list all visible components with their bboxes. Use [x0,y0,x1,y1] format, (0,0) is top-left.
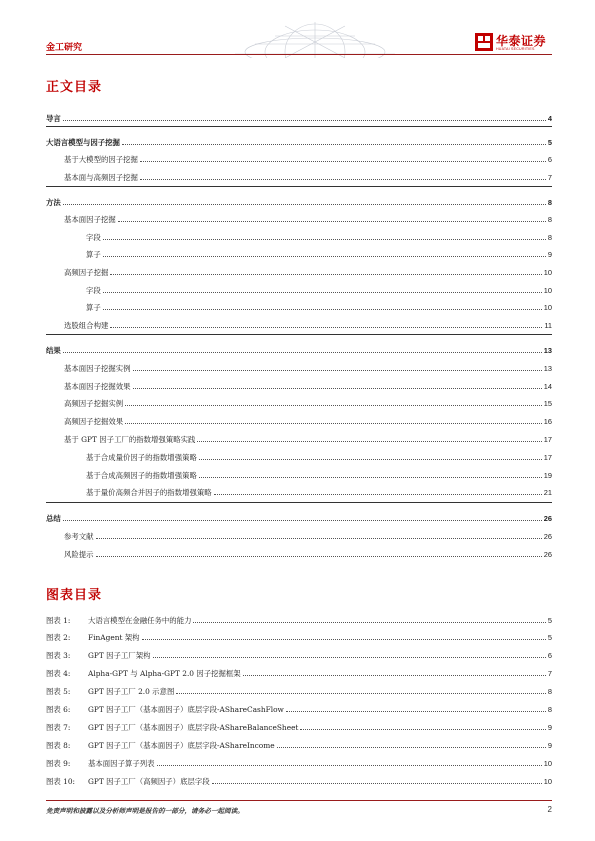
toc-entry[interactable] [46,342,552,355]
leader-dots [199,477,542,478]
figure-label: 图表 6: [46,705,71,714]
toc-entry[interactable] [64,151,552,164]
toc-entry-page: 21 [543,488,552,497]
figure-entry[interactable] [46,773,552,786]
figure-page: 9 [547,723,552,732]
figure-entry[interactable] [46,719,552,732]
toc-entry-text: 高频因子挖掘效果 [64,417,124,426]
leader-dots [243,675,546,676]
figure-page: 5 [547,633,552,642]
toc-entry-page: 15 [543,399,552,408]
toc-entry-text: 参考文献 [64,532,94,541]
figures-title: 图表目录 [46,588,103,603]
footer-rule [46,800,552,801]
figure-label: 图表 3: [46,651,71,660]
toc-entry-text: 基于合成高频因子的指数增强策略 [86,471,197,480]
leader-dots [300,729,545,730]
footer-disclaimer: 免责声明和披露以及分析师声明是报告的一部分，请务必一起阅读。 [46,807,244,815]
toc-entry-text: 算子 [86,250,101,259]
toc-entry-text: 大语言模型与因子挖掘 [46,138,120,147]
leader-dots [63,520,542,521]
toc-entry[interactable] [46,134,552,147]
toc-entry-page: 8 [547,233,552,242]
figure-page: 10 [543,759,552,768]
leader-dots [110,274,541,275]
toc-entry-page: 16 [543,417,552,426]
figure-entry[interactable] [46,629,552,642]
figure-entry[interactable] [46,701,552,714]
toc-entry-page: 6 [547,155,552,164]
leader-dots [133,388,542,389]
figure-label: 图表 8: [46,741,71,750]
toc-entry-page: 26 [543,514,552,523]
leader-dots [286,711,546,712]
leader-dots [199,459,542,460]
toc-entry-page: 9 [547,250,552,259]
toc-entry-text: 基于 GPT 因子工厂的指数增强策略实践 [64,435,196,444]
figure-text: GPT 因子工厂（基本面因子）底层字段-AShareCashFlow [88,705,284,714]
toc-title: 正文目录 [46,80,103,95]
leader-dots [157,765,542,766]
toc-entry-text: 选股组合构建 [64,321,109,330]
header-decoration-graphic [225,18,405,58]
department-label: 金工研究 [46,43,83,53]
toc-entry-text: 方法 [46,198,61,207]
leader-dots [214,494,542,495]
toc-entry[interactable] [86,467,552,480]
leader-dots [103,256,546,257]
figure-entry[interactable] [46,647,552,660]
toc-entry[interactable] [64,528,552,541]
toc-entry-page: 17 [543,453,552,462]
figure-label: 图表 1: [46,616,71,625]
toc-entry-page: 5 [547,138,552,147]
logo-chinese-name: 华泰证券 [496,34,547,48]
section-divider [46,334,552,335]
toc-entry-page: 26 [543,532,552,541]
toc-entry[interactable] [86,299,552,312]
figure-page: 6 [547,651,552,660]
toc-entry[interactable] [64,169,552,182]
logo-english-name: HUATAI SECURITIES [496,47,535,51]
section-divider [46,502,552,503]
leader-dots [153,657,546,658]
toc-entry-text: 总结 [46,514,61,523]
leader-dots [193,622,545,623]
toc-entry[interactable] [64,317,552,330]
toc-entry-text: 基本面与高频因子挖掘 [64,173,138,182]
figure-label: 图表 4: [46,669,71,678]
toc-entry[interactable] [64,264,552,277]
leader-dots [103,239,546,240]
leader-dots [142,639,546,640]
toc-entry-page: 14 [543,382,552,391]
figure-text: Alpha-GPT 与 Alpha-GPT 2.0 因子挖掘框架 [88,669,241,678]
header-rule [46,54,552,55]
figure-label: 图表 10: [46,777,76,786]
toc-entry-text: 导言 [46,114,61,123]
toc-entry-page: 11 [544,321,552,330]
toc-entry-text: 基于合成量价因子的指数增强策略 [86,453,197,462]
leader-dots [63,204,546,205]
figure-text: FinAgent 架构 [88,633,140,642]
figure-entry[interactable] [46,683,552,696]
figure-entry[interactable] [46,665,552,678]
section-divider [46,126,552,127]
figure-page: 5 [547,616,552,625]
figure-label: 图表 7: [46,723,71,732]
figure-label: 图表 2: [46,633,71,642]
toc-entry-text: 基本面因子挖掘实例 [64,364,131,373]
toc-entry-page: 8 [547,215,552,224]
toc-entry[interactable] [46,510,552,523]
figure-text: GPT 因子工厂（高频因子）底层字段 [88,777,210,786]
toc-entry-text: 算子 [86,303,101,312]
section-divider [46,186,552,187]
toc-entry-text: 基于大模型的因子挖掘 [64,155,138,164]
figure-text: GPT 因子工厂（基本面因子）底层字段-AShareIncome [88,741,275,750]
leader-dots [63,352,542,353]
toc-entry[interactable] [64,395,552,408]
figure-entry[interactable] [46,737,552,750]
toc-entry-page: 13 [543,346,552,355]
figure-page: 9 [547,741,552,750]
toc-entry[interactable] [86,449,552,462]
toc-entry-text: 高频因子挖掘 [64,268,109,277]
figure-page: 8 [547,687,552,696]
leader-dots [96,538,542,539]
figure-text: 基本面因子算子列表 [88,759,155,768]
leader-dots [118,221,546,222]
page-number: 2 [547,805,552,814]
figure-page: 8 [547,705,552,714]
figure-text: GPT 因子工厂架构 [88,651,151,660]
figure-label: 图表 5: [46,687,71,696]
figure-entry[interactable] [46,612,552,625]
toc-entry-text: 基本面因子挖掘效果 [64,382,131,391]
toc-entry-text: 结果 [46,346,61,355]
toc-entry-page: 19 [543,471,552,480]
leader-dots [96,556,542,557]
figure-label: 图表 9: [46,759,71,768]
figure-page: 10 [543,777,552,786]
toc-entry-page: 10 [543,303,552,312]
toc-entry-page: 17 [543,435,552,444]
toc-entry-page: 8 [547,198,552,207]
toc-entry[interactable] [86,484,552,497]
toc-entry[interactable] [64,413,552,426]
toc-entry[interactable] [86,229,552,242]
toc-entry-text: 高频因子挖掘实例 [64,399,124,408]
toc-entry-page: 10 [543,268,552,277]
leader-dots [63,120,546,121]
toc-entry-text: 风险提示 [64,550,94,559]
toc-entry-text: 基本面因子挖掘 [64,215,116,224]
leader-dots [103,292,542,293]
leader-dots [176,693,546,694]
toc-entry-page: 13 [543,364,552,373]
leader-dots [197,441,541,442]
toc-entry[interactable] [86,246,552,259]
toc-entry-text: 基于量价高频合并因子的指数增强策略 [86,488,212,497]
toc-entry-page: 7 [547,173,552,182]
toc-entry[interactable] [46,110,552,123]
figure-entry[interactable] [46,755,552,768]
page-header [0,0,595,62]
leader-dots [140,179,546,180]
toc-entry[interactable] [64,211,552,224]
toc-entry[interactable] [64,431,552,444]
company-logo [474,30,564,54]
toc-entry[interactable] [86,282,552,295]
toc-entry-text: 字段 [86,286,101,295]
toc-entry[interactable] [46,194,552,207]
toc-entry[interactable] [64,546,552,559]
toc-entry-text: 字段 [86,233,101,242]
toc-entry-page: 26 [543,550,552,559]
toc-entry-page: 4 [547,114,552,123]
leader-dots [133,370,542,371]
toc-entry-page: 10 [543,286,552,295]
leader-dots [122,144,546,145]
toc-entry[interactable] [64,360,552,373]
figure-text: GPT 因子工厂（基本面因子）底层字段-AShareBalanceSheet [88,723,299,732]
logo-mark-icon [474,32,494,52]
leader-dots [212,783,542,784]
leader-dots [103,309,542,310]
leader-dots [110,327,542,328]
figure-page: 7 [547,669,552,678]
figure-text: 大语言模型在金融任务中的能力 [88,616,192,625]
figure-text: GPT 因子工厂 2.0 示意图 [88,687,175,696]
leader-dots [125,423,542,424]
leader-dots [277,747,546,748]
leader-dots [125,405,542,406]
leader-dots [140,161,546,162]
toc-entry[interactable] [64,378,552,391]
